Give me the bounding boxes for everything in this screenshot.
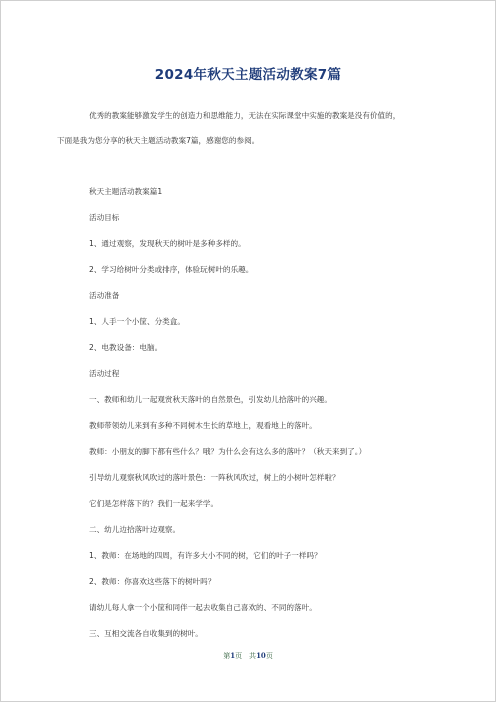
footer-current-page: 1 [230,651,236,660]
preparation-item: 1、人手一个小筐、分类盒。 [89,317,185,326]
page-footer [1,651,495,661]
goal-item: 2、学习给树叶分类或排序，体验玩树叶的乐趣。 [89,265,254,274]
subheading-preparation: 活动准备 [89,291,120,300]
preparation-item: 2、电教设备：电脑。 [89,343,163,352]
body-text: 它们是怎样落下的？我们一起来学学。 [89,499,219,508]
intro-paragraph [57,103,441,153]
body-text: 教师带领幼儿来到有多种不同树木生长的草地上，观看地上的落叶。 [89,421,317,430]
subheading-goals: 活动目标 [89,213,120,222]
process-step: 三、互相交流各自收集到的树叶。 [89,629,203,638]
section-heading: 秋天主题活动教案篇1 [89,187,163,196]
process-step: 一、教师和幼儿一起观赏秋天落叶的自然景色，引发幼儿拾落叶的兴趣。 [89,395,332,404]
body-text: 引导幼儿观察秋风吹过的落叶景色：一阵秋风吹过，树上的小树叶怎样啦？ [89,473,340,482]
footer-prefix: 第 [223,652,231,660]
goal-item: 1、通过观察，发现秋天的树叶是多种多样的。 [89,239,246,248]
intro-line-1: 优秀的教案能够激发学生的创造力和思维能力，无法在实际课堂中实施的教案是没有价值的， [89,111,401,120]
body-text: 请幼儿每人拿一个小筐和同伴一起去收集自己喜欢的、不同的落叶。 [89,603,317,612]
footer-mid: 页 共 [235,652,257,660]
subheading-process: 活动过程 [89,369,120,378]
body-text: 2、教师：你喜欢这些落下的树叶吗？ [89,577,216,586]
footer-total-pages: 10 [256,651,266,660]
process-step: 二、幼儿边拾落叶边观察。 [89,525,181,534]
document-title: 2024年秋天主题活动教案7篇 [154,67,342,83]
body-text: 教师：小朋友的脚下都有些什么？哦？为什么会有这么多的落叶？（秋天来到了。） [89,447,367,456]
intro-line-2: 下面是我为您分享的秋天主题活动教案7篇，感谢您的参阅。 [57,136,260,145]
footer-suffix: 页 [265,652,273,660]
body-text: 1、教师：在场地的四周，有许多大小不同的树，它们的叶子一样吗？ [89,551,322,560]
